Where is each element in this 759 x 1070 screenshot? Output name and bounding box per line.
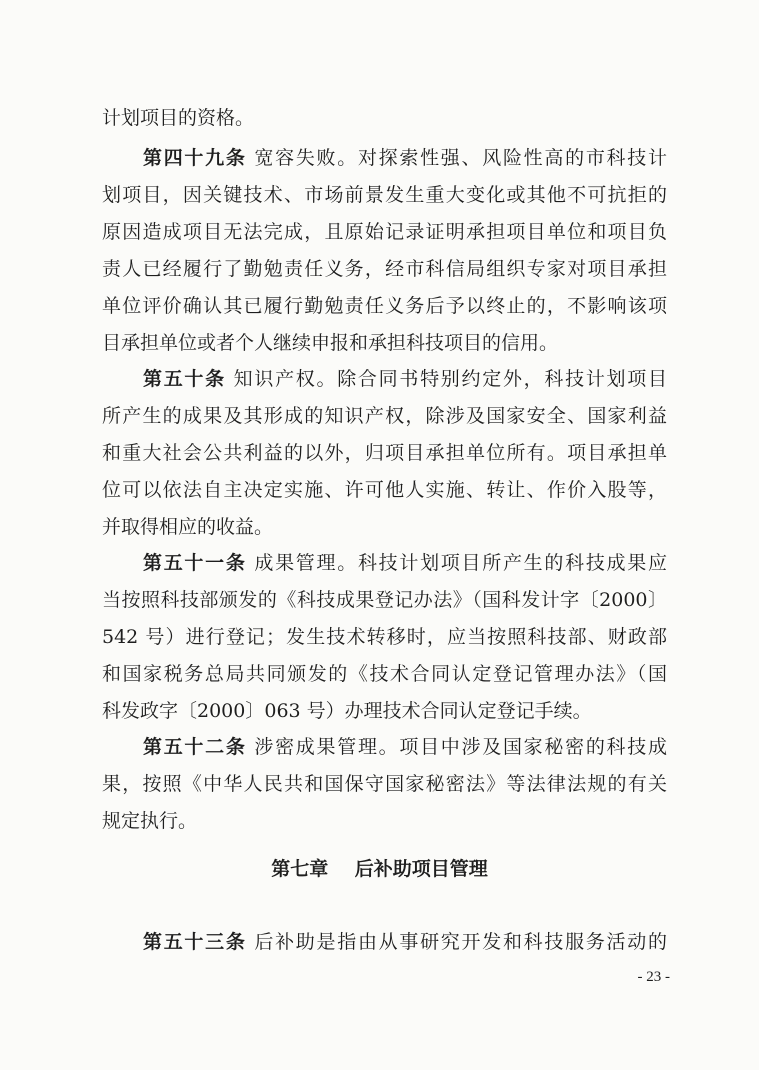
paragraph-line — [102, 331, 667, 355]
paragraph-line — [102, 588, 667, 612]
line-text: 单位评价确认其已履行勤勉责任义务后予以终止的，不影响该项 — [102, 295, 667, 317]
line-text: 和重大社会公共利益的以外，归项目承担单位所有。项目承担单 — [102, 442, 667, 464]
paragraph-line — [102, 809, 667, 833]
line-text: 涉密成果管理。项目中涉及国家秘密的科技成 — [246, 736, 667, 758]
paragraph-line — [102, 625, 667, 649]
article-heading: 第五十二条 — [143, 736, 247, 758]
paragraph-line — [102, 257, 667, 281]
line-text: 责人已经履行了勤勉责任义务，经市科信局组织专家对项目承担 — [102, 258, 667, 280]
line-text: 规定执行。 — [102, 810, 198, 832]
line-text: 成果管理。科技计划项目所产生的科技成果应 — [246, 552, 667, 574]
article-53-heading-line — [143, 930, 667, 954]
line-text: 和国家税务总局共同颁发的《技术合同认定登记管理办法》（国 — [102, 663, 667, 685]
article-heading: 第五十条 — [143, 368, 226, 390]
article-50-heading-line — [143, 367, 667, 391]
line-text: 并取得相应的收益。 — [102, 516, 274, 538]
line-text: 计划项目的资格。 — [102, 107, 255, 129]
line-text: 542 号）进行登记；发生技术转移时，应当按照科技部、财政部 — [102, 626, 667, 648]
paragraph-line — [102, 294, 667, 318]
line-text: 科发政字〔2000〕063 号）办理技术合同认定登记手续。 — [102, 700, 592, 722]
line-text: 划项目，因关键技术、市场前景发生重大变化或其他不可抗拒的 — [102, 184, 667, 206]
article-heading: 第五十一条 — [143, 552, 247, 574]
article-heading: 第五十三条 — [143, 931, 247, 953]
paragraph-line — [102, 515, 667, 539]
line-text: 位可以依法自主决定实施、许可他人实施、转让、作价入股等， — [102, 479, 667, 501]
line-text: 目承担单位或者个人继续申报和承担科技项目的信用。 — [102, 332, 559, 354]
line-text: 宽容失败。对探索性强、风险性高的市科技计 — [246, 147, 667, 169]
paragraph-line — [102, 220, 667, 244]
line-text: 所产生的成果及其形成的知识产权，除涉及国家安全、国家利益 — [102, 405, 667, 427]
line-text: 当按照科技部颁发的《科技成果登记办法》（国科发计字〔2000〕 — [102, 589, 667, 611]
paragraph-line — [102, 183, 667, 207]
chapter-title: 第七章 后补助项目管理 — [271, 858, 488, 880]
article-49-heading-line — [143, 146, 667, 170]
article-52-heading-line — [143, 735, 667, 759]
paragraph-line — [102, 441, 667, 465]
line-text: 知识产权。除合同书特别约定外，科技计划项目 — [225, 368, 667, 390]
paragraph-line — [102, 772, 667, 796]
article-heading: 第四十九条 — [143, 147, 247, 169]
paragraph-line — [102, 478, 667, 502]
paragraph-line — [102, 662, 667, 686]
paragraph-line — [102, 106, 667, 130]
line-text: 果，按照《中华人民共和国保守国家秘密法》等法律法规的有关 — [102, 773, 667, 795]
article-51-heading-line — [143, 551, 667, 575]
paragraph-line — [102, 404, 667, 428]
line-text: 原因造成项目无法完成，且原始记录证明承担项目单位和项目负 — [102, 221, 667, 243]
paragraph-line — [102, 699, 667, 723]
line-text: 后补助是指由从事研究开发和科技服务活动的 — [246, 931, 667, 953]
page-number: - 23 - — [637, 969, 670, 985]
